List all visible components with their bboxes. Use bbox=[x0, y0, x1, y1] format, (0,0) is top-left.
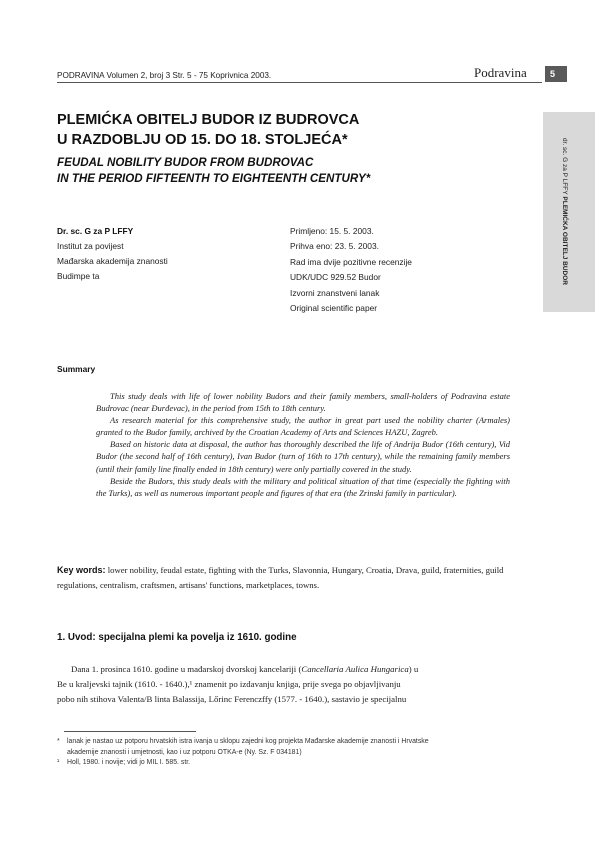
received-date: Primljeno: 15. 5. 2003. bbox=[290, 226, 374, 236]
summary-paragraph: Based on historic data at disposal, the author has thoroughly described the life of Andrija Budor (16th century), Vid Budor (the second half of 16th century), Ivan Budor (turn of 16th to 17th century), while the remaining family members (until their family line finally ended in 18th century) were only partially covered in the study. bbox=[96, 439, 510, 474]
author-affiliation: Institut za povijest bbox=[57, 241, 124, 251]
author-block bbox=[57, 224, 168, 284]
body-line: pobo nih stihova Valenta/B linta Balassija, Lőrinc Ferenczffy (1577. - 1640.), sastavio je specijalnu bbox=[57, 693, 407, 704]
side-running-title-band bbox=[543, 112, 595, 312]
udc-code: UDK/UDC 929.52 Budor bbox=[290, 272, 381, 283]
footnotes bbox=[57, 737, 517, 769]
body-line: Be u kraljevski tajnik (1610. - 1640.),¹ znamenit po izdavanju knjiga, prije svega po objavljivanju bbox=[57, 678, 401, 689]
body-italic-term: Cancellaria Aulica Hungarica bbox=[301, 664, 409, 674]
author-affiliation: Mađarska akademija znanosti bbox=[57, 256, 168, 266]
paper-type-en: Original scientific paper bbox=[290, 303, 378, 314]
title-english-line: FEUDAL NOBILITY BUDOR FROM BUDROVAC bbox=[57, 156, 314, 169]
title-croatian-line: U RAZDOBLJU OD 15. DO 18. STOLJEĆA* bbox=[57, 132, 348, 148]
author-name: Dr. sc. G za P LFFY bbox=[57, 226, 134, 236]
footnote-mark: * bbox=[57, 738, 60, 745]
page-number-badge: 5 bbox=[545, 66, 567, 82]
summary-paragraph: As research material for this comprehensive study, the author in great part used the nobility charter (Armales) granted to the Budor family, archived by the Croatian Academy of Arts and Sciences HAZU, Zagreb. bbox=[96, 415, 510, 438]
footnote bbox=[57, 737, 517, 758]
footnote-rule bbox=[64, 731, 196, 732]
body-text-run: ) u bbox=[408, 664, 419, 674]
title-croatian bbox=[57, 110, 359, 150]
review-note: Rad ima dvije pozitivne recenzije bbox=[290, 256, 412, 267]
article-info-block bbox=[290, 224, 412, 316]
header-rule bbox=[57, 82, 542, 83]
side-running-title bbox=[561, 138, 568, 285]
keywords bbox=[57, 563, 512, 592]
keywords-label: Key words: bbox=[57, 565, 106, 575]
footnote-line: akademije znanosti i umjetnosti, kao i uz potporu OTKA-e (Ny. Sz. F 034181) bbox=[67, 748, 302, 756]
footnote-line: lanak je nastao uz potporu hrvatskih istra ivanja u sklopu zajedni kog projekta Mađarske akademije znanosti i Hrvatske bbox=[67, 738, 429, 745]
summary-text bbox=[96, 390, 510, 499]
summary-heading: Summary bbox=[57, 364, 96, 374]
side-running-article-title: PLEMIĆKA OBITELJ BUDOR bbox=[561, 196, 568, 286]
author-city: Budimpe ta bbox=[57, 271, 100, 281]
title-croatian-line: PLEMIĆKA OBITELJ BUDOR IZ BUDROVCA bbox=[57, 112, 360, 128]
side-running-author: dr. sc. G za P LFFY bbox=[561, 138, 568, 195]
keywords-text: lower nobility, feudal estate, fighting with the Turks, Slavonnia, Hungary, Croatia, Drava, guild, fraternities, guild regulations, centralism, craftsmen, artisans' functions, marketplaces, towns. bbox=[57, 565, 504, 590]
summary-paragraph: This study deals with life of lower nobility Budors and their family members, small-holders of Podravina estate Budrovac (near Đurđevac), in the period from 15th to 18th century. bbox=[96, 391, 510, 414]
footnote-line: Holl, 1980. i novije; vidi jo MIL I. 585. str. bbox=[67, 759, 191, 767]
body-text-run: Dana 1. prosinca 1610. godine u mađarskoj dvorskoj kancelariji ( bbox=[71, 664, 302, 674]
paper-type-hr: Izvorni znanstveni lanak bbox=[290, 287, 380, 298]
title-english bbox=[57, 155, 370, 187]
body-text bbox=[57, 662, 512, 706]
running-header-journal: PODRAVINA Volumen 2, broj 3 Str. 5 - 75 Koprivnica 2003. bbox=[57, 71, 272, 80]
body-line bbox=[57, 662, 512, 677]
title-english-line: IN THE PERIOD FIFTEENTH TO EIGHTEENTH CENTURY* bbox=[57, 172, 371, 185]
section-heading: 1. Uvod: specijalna plemi ka povelja iz 1610. godine bbox=[57, 632, 297, 643]
running-header-journal-name: Podravina bbox=[474, 65, 527, 80]
summary-paragraph: Beside the Budors, this study deals with the military and political situation of that time (especially the fighting with the Turks), as well as numerous important people and figures of that era (the Zrinski family in particular). bbox=[96, 475, 510, 498]
footnote-mark: ¹ bbox=[57, 759, 60, 767]
footnote bbox=[57, 758, 517, 769]
accepted-date: Prihva eno: 23. 5. 2003. bbox=[290, 241, 379, 252]
